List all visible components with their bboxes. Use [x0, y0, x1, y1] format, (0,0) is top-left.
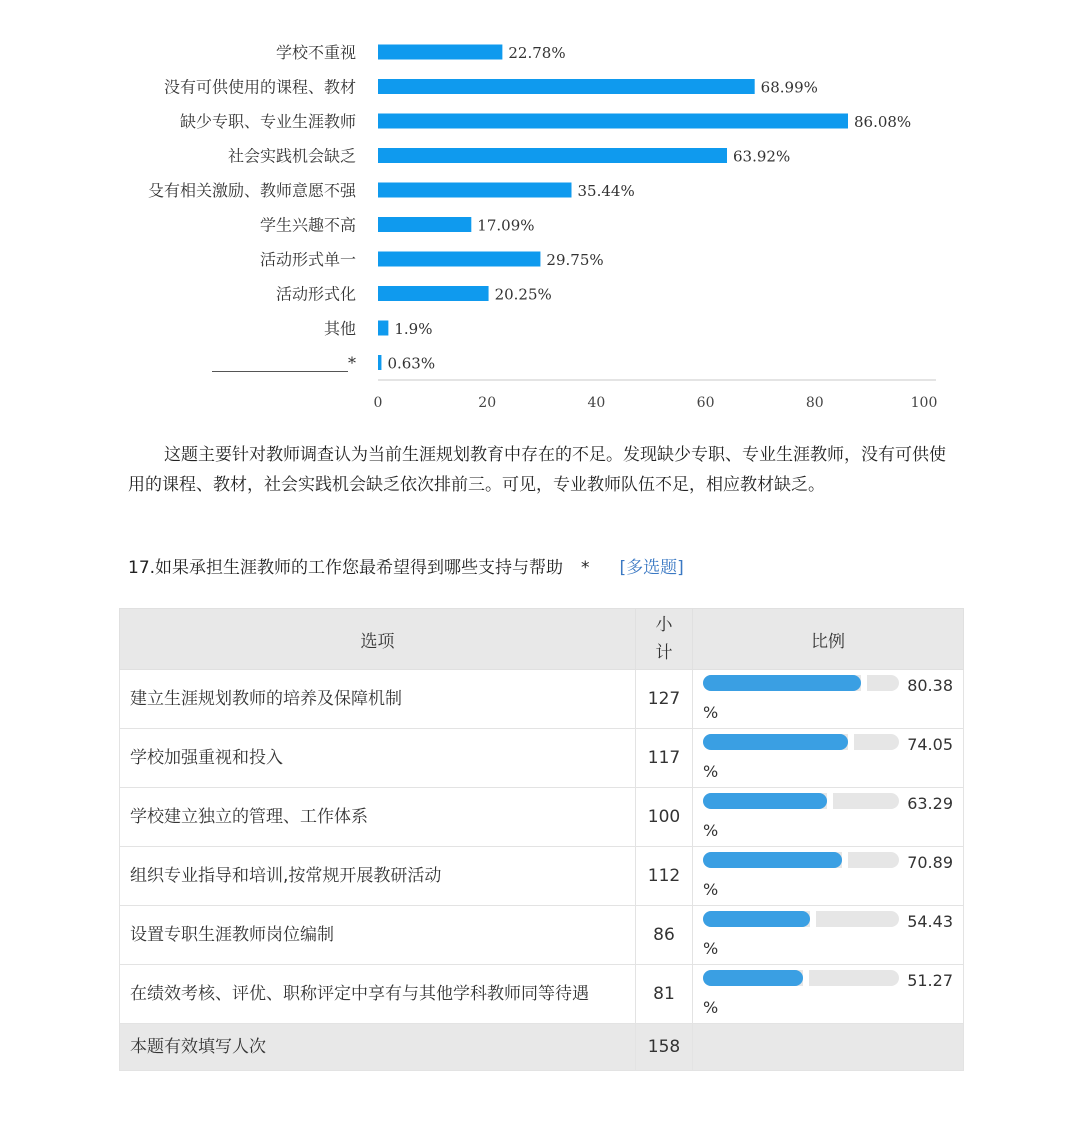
- x-tick-label: 60: [696, 395, 715, 411]
- data-label: 35.44%: [577, 182, 635, 200]
- question-text: 17.如果承担生涯教师的工作您最希望得到哪些支持与帮助: [128, 558, 564, 578]
- progress-bar-track: [703, 793, 899, 809]
- category-label: 学生兴趣不高: [259, 215, 356, 235]
- option-cell: 学校加强重视和投入: [120, 729, 636, 788]
- bar: [378, 217, 471, 232]
- bar: [378, 321, 388, 336]
- percent-value: 63.29: [907, 794, 953, 813]
- percent-unit: %: [703, 821, 719, 840]
- data-label: 22.78%: [508, 44, 566, 62]
- x-tick-label: 80: [805, 395, 824, 411]
- option-cell: 设置专职生涯教师岗位编制: [120, 906, 636, 965]
- ratio-cell: [693, 965, 964, 1024]
- analysis-paragraph: [128, 440, 958, 500]
- option-cell: 学校建立独立的管理、工作体系: [120, 788, 636, 847]
- percent-value: 80.38: [907, 676, 953, 695]
- progress-bar-gap: [827, 793, 833, 809]
- bar: [378, 183, 572, 198]
- data-label: 63.92%: [733, 147, 791, 166]
- analysis-text: 这题主要针对教师调查认为当前生涯规划教育中存在的不足。发现缺少专职、专业生涯教师，没有可供使用的课程、教材，社会实践机会缺乏依次排前三。可见，专业教师队伍不足，相应教材缺乏。: [128, 445, 946, 495]
- x-tick-label: 20: [478, 395, 497, 411]
- bar: [378, 252, 540, 267]
- required-star: *: [581, 558, 590, 578]
- category-label: 没有可供使用的课程、教材: [163, 77, 356, 97]
- progress-bar-gap: [842, 852, 848, 868]
- progress-bar-track: [703, 734, 899, 750]
- progress-bar-fill: [703, 911, 810, 927]
- progress-bar-gap: [803, 970, 809, 986]
- percent-value: 51.27: [907, 971, 953, 990]
- option-cell: 在绩效考核、评优、职称评定中享有与其他学科教师同等待遇: [120, 965, 636, 1024]
- count-cell: 81: [636, 965, 693, 1024]
- table-row: [120, 847, 964, 906]
- percent-value: 54.43: [907, 912, 953, 931]
- bar: [378, 114, 848, 129]
- progress-bar-track: [703, 852, 899, 868]
- percent-unit: %: [703, 998, 719, 1017]
- table-row: [120, 729, 964, 788]
- bar: [378, 148, 727, 163]
- percent-unit: %: [703, 939, 719, 958]
- ratio-cell: [693, 847, 964, 906]
- progress-bar-gap: [861, 675, 867, 691]
- data-label: 86.08%: [853, 113, 912, 131]
- percent-unit: %: [703, 880, 719, 899]
- category-label: 活动形式化: [275, 284, 356, 304]
- bar: [378, 355, 381, 370]
- option-cell: 组织专业指导和培训,按常规开展教研活动: [120, 847, 636, 906]
- bar-chart: [0, 0, 1080, 430]
- data-label: 0.63%: [387, 354, 436, 373]
- percent-value: 70.89: [907, 853, 953, 872]
- total-label: 本题有效填写人次: [120, 1024, 636, 1071]
- count-cell: 112: [636, 847, 693, 906]
- header-ratio: 比例: [693, 609, 964, 670]
- count-cell: 86: [636, 906, 693, 965]
- percent-unit: %: [703, 762, 719, 781]
- table-body: [120, 670, 964, 1071]
- category-label: *: [348, 353, 356, 373]
- total-empty: [693, 1024, 964, 1071]
- category-label: 活动形式单一: [259, 250, 356, 269]
- header-option: 选项: [120, 609, 636, 670]
- ratio-cell: [693, 788, 964, 847]
- table-row: [120, 788, 964, 847]
- data-label: 20.25%: [494, 285, 552, 304]
- category-label: 社会实践机会缺乏: [227, 146, 356, 166]
- category-label: 其他: [323, 319, 356, 338]
- progress-bar-track: [703, 911, 899, 927]
- x-tick-label: 0: [373, 395, 383, 411]
- ratio-cell: [693, 670, 964, 729]
- progress-bar-track: [703, 970, 899, 986]
- count-cell: 100: [636, 788, 693, 847]
- table-row: [120, 965, 964, 1024]
- bar: [378, 286, 489, 301]
- data-label: 1.9%: [394, 320, 433, 338]
- question-17: [128, 553, 958, 578]
- ratio-cell: [693, 906, 964, 965]
- progress-bar-fill: [703, 734, 848, 750]
- total-count: 158: [636, 1024, 693, 1071]
- header-count: [636, 609, 693, 670]
- data-label: 68.99%: [760, 78, 818, 97]
- bar: [378, 45, 502, 60]
- progress-bar-gap: [848, 734, 854, 750]
- header-count-top: 小: [655, 615, 673, 635]
- progress-bar-fill: [703, 793, 827, 809]
- bar: [378, 79, 755, 94]
- progress-bar-fill: [703, 675, 861, 691]
- option-cell: 建立生涯规划教师的培养及保障机制: [120, 670, 636, 729]
- progress-bar-fill: [703, 970, 803, 986]
- percent-unit: %: [703, 703, 719, 722]
- category-label: 殳有相关激励、教师意愿不强: [147, 181, 356, 200]
- data-label: 17.09%: [477, 216, 535, 235]
- table-row: [120, 670, 964, 729]
- x-tick-label: 40: [587, 395, 606, 411]
- count-cell: 127: [636, 670, 693, 729]
- table-row: [120, 906, 964, 965]
- x-tick-label: 100: [910, 395, 938, 411]
- results-table: [119, 608, 964, 1071]
- total-row: [120, 1024, 964, 1071]
- ratio-cell: [693, 729, 964, 788]
- category-label: 学校不重视: [275, 43, 356, 62]
- data-label: 29.75%: [546, 251, 604, 269]
- progress-bar-fill: [703, 852, 842, 868]
- progress-bar-gap: [810, 911, 816, 927]
- progress-bar-track: [703, 675, 899, 691]
- multi-select-tag[interactable]: [多选题]: [619, 558, 684, 578]
- header-count-bottom: 计: [655, 643, 673, 663]
- percent-value: 74.05: [907, 735, 953, 754]
- count-cell: 117: [636, 729, 693, 788]
- table-header-row: [120, 609, 964, 670]
- category-label: 缺少专职、专业生涯教师: [179, 112, 356, 131]
